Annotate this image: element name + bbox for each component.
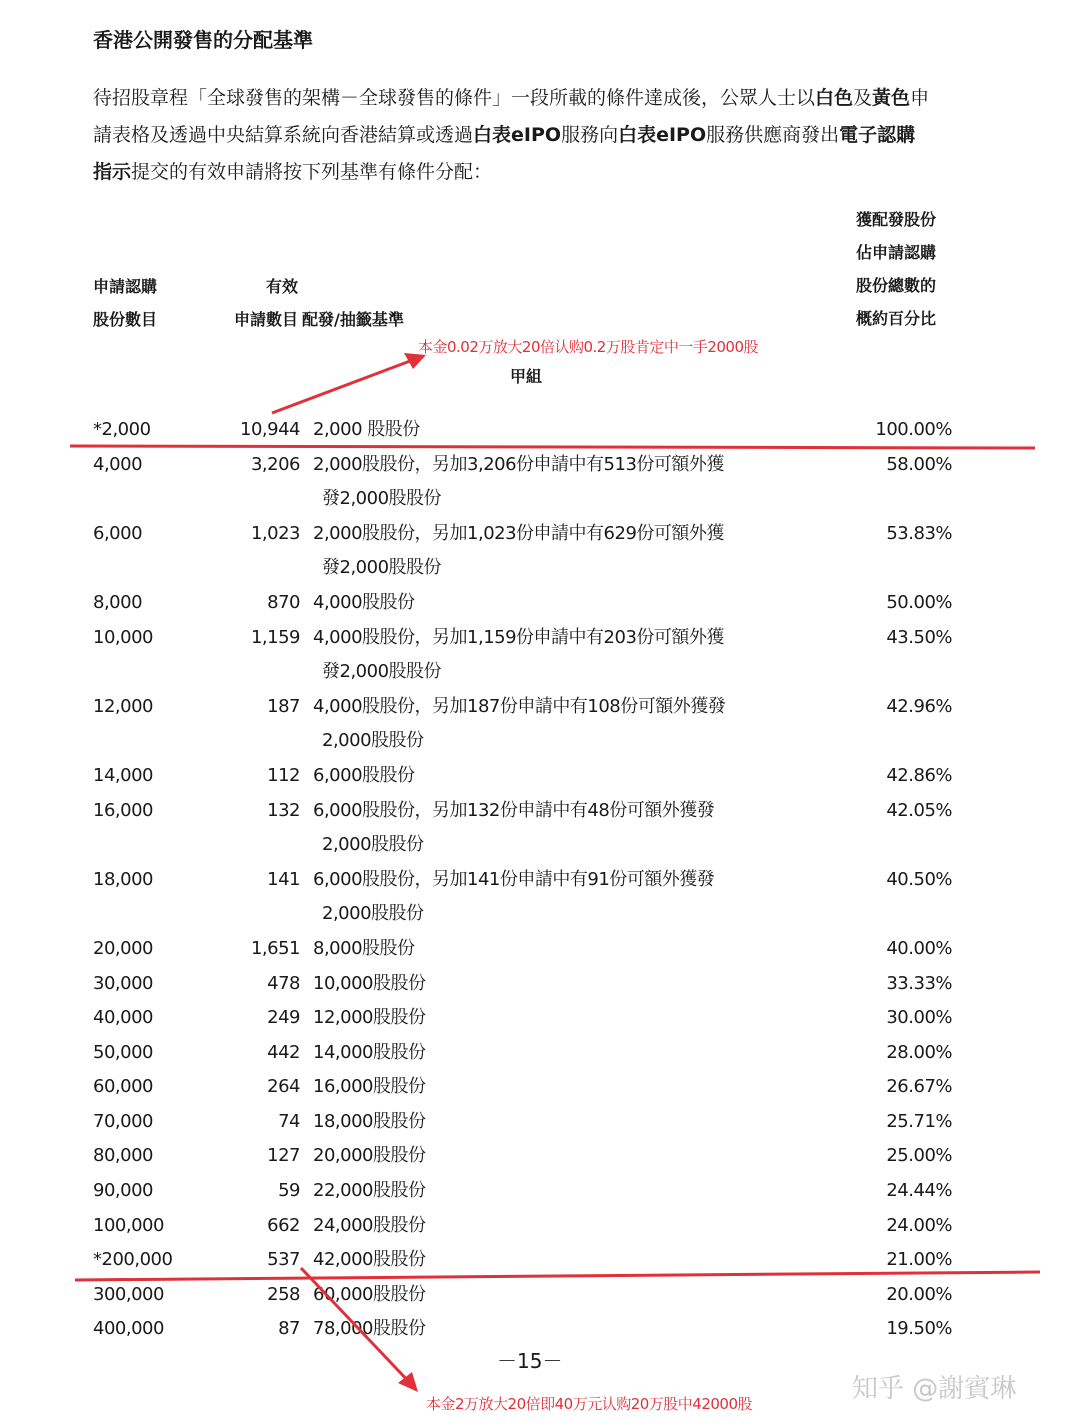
basis-line: 6,000股股份，另加132份申請中有48份可額外獲發 — [313, 799, 715, 821]
basis-line: 2,000股股份，另加3,206份申請中有513份可額外獲 — [313, 453, 724, 475]
header-line: 有效 — [265, 277, 298, 296]
percentage-cell: 40.00% — [886, 937, 952, 959]
valid-applications-cell: 59 — [278, 1180, 300, 1202]
percentage-cell: 42.96% — [886, 695, 952, 717]
basis-line: 2,000股股份 — [322, 730, 424, 752]
shares-applied-cell: 100,000 — [93, 1214, 164, 1236]
valid-applications-cell: 127 — [267, 1145, 300, 1167]
percentage-cell: 21.00% — [886, 1249, 952, 1271]
header-basis: 配發/抽籤基準 — [302, 310, 404, 329]
header-line: 申請認購 — [93, 277, 158, 296]
percentage-cell: 42.86% — [886, 764, 952, 786]
percentage-cell: 24.44% — [886, 1180, 952, 1202]
shares-applied-cell: 18,000 — [93, 868, 153, 890]
shares-applied-cell: 300,000 — [93, 1283, 164, 1305]
intro-text: 服務供應商發出 — [706, 124, 840, 146]
percentage-cell: 20.00% — [886, 1283, 952, 1305]
intro-bold: 白色 — [815, 87, 854, 109]
valid-applications-cell: 132 — [267, 799, 300, 821]
basis-line: 發2,000股股份 — [322, 557, 442, 579]
valid-applications-cell: 74 — [278, 1110, 300, 1132]
arrow-icon — [272, 353, 426, 413]
shares-applied-cell: 80,000 — [93, 1145, 153, 1167]
valid-applications-cell: 264 — [267, 1076, 300, 1098]
percentage-cell: 53.83% — [886, 522, 952, 544]
valid-applications-cell: 112 — [267, 764, 300, 786]
arrow-icon — [301, 1268, 418, 1392]
shares-applied-cell: 8,000 — [93, 591, 143, 613]
basis-line: 2,000 股股份 — [313, 419, 420, 440]
valid-applications-cell: 537 — [267, 1249, 300, 1271]
basis-line: 4,000股股份 — [313, 591, 415, 613]
basis-line: 2,000股股份 — [322, 834, 424, 856]
basis-line: 20,000股股份 — [313, 1145, 426, 1167]
basis-line: 4,000股股份，另加1,159份申請中有203份可額外獲 — [313, 626, 724, 648]
basis-line: 4,000股股份，另加187份申請中有108份可額外獲發 — [313, 695, 726, 717]
valid-applications-cell: 662 — [267, 1214, 300, 1236]
valid-applications-cell: 1,023 — [250, 522, 300, 544]
intro-bold: 黃色 — [872, 87, 911, 109]
shares-applied-cell: 14,000 — [93, 764, 153, 786]
header-line: 股份數目 — [93, 310, 158, 329]
shares-applied-cell: 30,000 — [93, 972, 153, 994]
intro-text: 申請表格及透過中央結算系統向香港結算或透過 — [93, 87, 930, 146]
page-number: －15－ — [497, 1349, 563, 1373]
intro-bold: 白表eIPO — [473, 124, 562, 146]
percentage-cell: 28.00% — [886, 1041, 952, 1063]
shares-applied-cell: 4,000 — [93, 453, 143, 475]
annotation-bottom: 本金2万放大20倍即40万元认购20万股中42000股 — [426, 1395, 753, 1413]
highlight-line-bottom — [75, 1272, 1040, 1280]
shares-applied-cell: 40,000 — [93, 1007, 153, 1029]
shares-applied-cell: 12,000 — [93, 695, 153, 717]
section-title: 香港公開發售的分配基準 — [93, 28, 313, 52]
intro-text: 及 — [853, 87, 873, 109]
shares-applied-cell: 50,000 — [93, 1041, 153, 1063]
valid-applications-cell: 442 — [267, 1041, 300, 1063]
basis-line: 60,000股股份 — [313, 1283, 426, 1305]
percentage-cell: 100.00% — [875, 419, 952, 440]
basis-line: 6,000股股份，另加141份申請中有91份可額外獲發 — [313, 868, 715, 890]
group-label: 甲組 — [510, 367, 543, 386]
basis-line: 10,000股股份 — [313, 972, 426, 994]
basis-line: 2,000股股份，另加1,023份申請中有629份可額外獲 — [313, 522, 724, 544]
percentage-cell: 42.05% — [886, 799, 952, 821]
shares-applied-cell: *200,000 — [93, 1249, 173, 1271]
shares-applied-cell: 90,000 — [93, 1180, 153, 1202]
basis-line: 14,000股股份 — [313, 1041, 426, 1063]
percentage-cell: 26.67% — [886, 1076, 952, 1098]
basis-line: 6,000股股份 — [313, 764, 415, 786]
percentage-cell: 58.00% — [886, 453, 952, 475]
shares-applied-cell: 10,000 — [93, 626, 153, 648]
header-line: 申請數目 — [233, 310, 298, 329]
valid-applications-cell: 249 — [267, 1007, 300, 1029]
shares-applied-cell: 6,000 — [93, 522, 143, 544]
valid-applications-cell: 3,206 — [250, 453, 300, 475]
highlight-line-top — [70, 446, 1035, 448]
valid-applications-cell: 87 — [278, 1318, 300, 1340]
intro-text: 待招股章程「全球發售的架構－全球發售的條件」一段所載的條件達成後，公眾人士以 — [93, 87, 816, 109]
shares-applied-cell: 60,000 — [93, 1076, 153, 1098]
percentage-cell: 40.50% — [886, 868, 952, 890]
header-line: 概約百分比 — [856, 309, 937, 328]
percentage-cell: 25.71% — [886, 1110, 952, 1132]
intro-text: 提交的有效申請將按下列基準有條件分配： — [131, 161, 493, 183]
shares-applied-cell: 20,000 — [93, 937, 153, 959]
intro-text: 服務向 — [561, 124, 619, 146]
shares-applied-cell: 400,000 — [93, 1318, 164, 1340]
shares-applied-cell: 70,000 — [93, 1110, 153, 1132]
annotation-top: 本金0.02万放大20倍认购0.2万股肯定中一手2000股 — [418, 338, 759, 356]
basis-line: 18,000股股份 — [313, 1110, 426, 1132]
basis-line: 78,000股股份 — [313, 1318, 426, 1340]
valid-applications-cell: 187 — [267, 695, 300, 717]
basis-line: 22,000股股份 — [313, 1180, 426, 1202]
valid-applications-cell: 141 — [267, 868, 300, 890]
basis-line: 發2,000股股份 — [322, 488, 442, 510]
basis-line: 12,000股股份 — [313, 1007, 426, 1029]
header-line: 股份總數的 — [856, 276, 937, 295]
valid-applications-cell: 478 — [267, 972, 300, 994]
percentage-cell: 43.50% — [886, 626, 952, 648]
valid-applications-cell: 10,944 — [240, 419, 300, 440]
valid-applications-cell: 1,651 — [250, 937, 300, 959]
watermark: 知乎 @謝賓琳 — [852, 1374, 1017, 1404]
percentage-cell: 25.00% — [886, 1145, 952, 1167]
basis-line: 發2,000股股份 — [322, 661, 442, 683]
valid-applications-cell: 258 — [267, 1283, 300, 1305]
basis-line: 2,000股股份 — [322, 903, 424, 925]
shares-applied-cell: 16,000 — [93, 799, 153, 821]
basis-line: 16,000股股份 — [313, 1076, 426, 1098]
intro-bold: 電子認購指示 — [93, 124, 916, 183]
basis-line: 8,000股股份 — [313, 937, 415, 959]
percentage-cell: 24.00% — [886, 1214, 952, 1236]
shares-applied-cell: *2,000 — [93, 419, 151, 440]
header-line: 佔申請認購 — [856, 243, 937, 262]
intro-bold: 白表eIPO — [618, 124, 707, 146]
percentage-cell: 19.50% — [886, 1318, 952, 1340]
percentage-cell: 50.00% — [886, 591, 952, 613]
basis-line: 24,000股股份 — [313, 1214, 426, 1236]
valid-applications-cell: 1,159 — [250, 626, 300, 648]
valid-applications-cell: 870 — [267, 591, 300, 613]
percentage-cell: 30.00% — [886, 1007, 952, 1029]
header-line: 獲配發股份 — [856, 210, 937, 229]
basis-line: 42,000股股份 — [313, 1249, 426, 1271]
percentage-cell: 33.33% — [886, 972, 952, 994]
